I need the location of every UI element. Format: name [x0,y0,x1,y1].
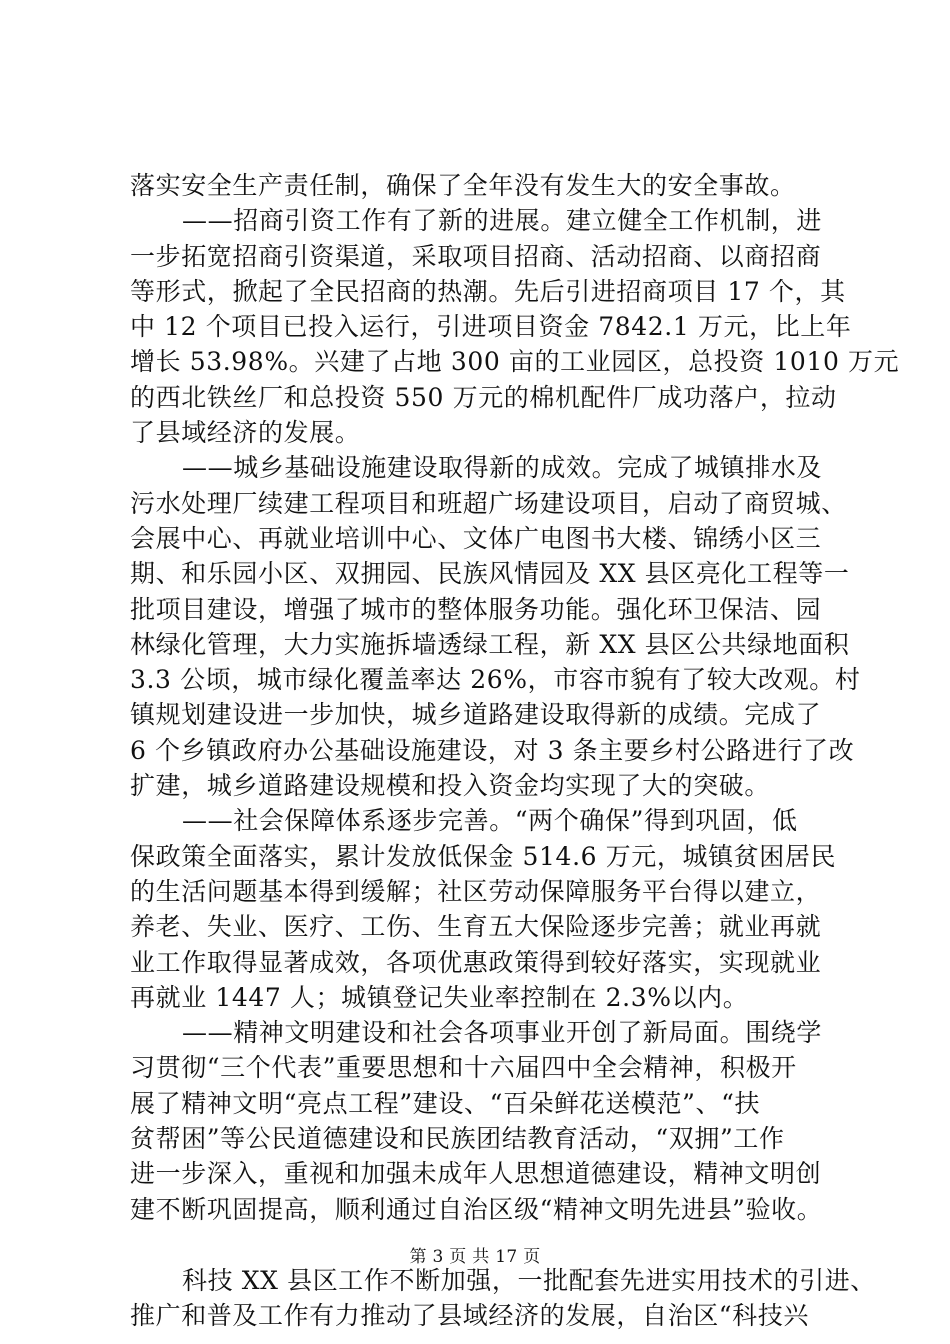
paragraph-first-line: ——城乡基础设施建设取得新的成效。完成了城镇排水及 [182,453,823,483]
text-line: 一步拓宽招商引资渠道，采取项目招商、活动招商、以商招商 [130,241,822,271]
text-line: 扩建，城乡道路建设规模和投入资金均实现了大的突破。 [130,771,771,801]
text-line: 3.3 公顷，城市绿化覆盖率达 26%，市容市貌有了较大改观。村 [130,665,861,695]
text-line: 建不断巩固提高，顺利通过自治区级“精神文明先进县”验收。 [130,1194,823,1224]
text-line: 镇规划建设进一步加快，城乡道路建设取得新的成绩。完成了 [130,700,822,730]
text-line: 习贯彻“三个代表”重要思想和十六届四中全会精神，积极开 [130,1053,797,1083]
paragraph-first-line: 科技 XX 县区工作不断加强，一批配套先进实用技术的引进、 [182,1265,876,1295]
text-line: 的西北铁丝厂和总投资 550 万元的棉机配件厂成功落户，拉动 [130,382,837,412]
text-line: 6 个乡镇政府办公基础设施建设，对 3 条主要乡村公路进行了改 [130,735,855,765]
paragraph-first-line: ——精神文明建设和社会各项事业开创了新局面。围绕学 [182,1018,823,1048]
text-line: 展了精神文明“亮点工程”建设、“百朵鲜花送模范”、“扶 [130,1088,761,1118]
paragraph-first-line: ——招商引资工作有了新的进展。建立健全工作机制，进 [182,206,823,236]
document-body [130,168,900,1334]
text-line: 中 12 个项目已投入运行，引进项目资金 7842.1 万元，比上年 [130,312,852,342]
text-line: 了县域经济的发展。 [130,418,361,448]
text-line: 的生活问题基本得到缓解；社区劳动保障服务平台得以建立， [130,876,822,906]
text-line: 养老、失业、医疗、工伤、生育五大保险逐步完善；就业再就 [130,912,822,942]
text-line: 贫帮困”等公民道德建设和民族团结教育活动，“双拥”工作 [130,1124,785,1154]
text-line: 推广和普及工作有力推动了县域经济的发展，自治区“科技兴 [130,1301,809,1331]
text-line: 业工作取得显著成效，各项优惠政策得到较好落实，实现就业 [130,947,822,977]
page-number-footer: 第 3 页 共 17 页 [409,1247,541,1267]
text-line: 再就业 1447 人；城镇登记失业率控制在 2.3%以内。 [130,982,749,1012]
text-line: 会展中心、再就业培训中心、文体广电图书大楼、锦绣小区三 [130,523,822,553]
paragraph-first-line: ——社会保障体系逐步完善。“两个确保”得到巩固，低 [182,806,798,836]
text-line: 保政策全面落实，累计发放低保金 514.6 万元，城镇贫困居民 [130,841,837,871]
text-line: 增长 53.98%。兴建了占地 300 亩的工业园区，总投资 1010 万元 [130,347,900,377]
text-line: 进一步深入，重视和加强未成年人思想道德建设，精神文明创 [130,1159,822,1189]
text-line: 等形式，掀起了全民招商的热潮。先后引进招商项目 17 个，其 [130,276,846,306]
text-line: 林绿化管理，大力实施拆墙透绿工程，新 XX 县区公共绿地面积 [130,629,850,659]
text-line: 批项目建设，增强了城市的整体服务功能。强化环卫保洁、园 [130,594,822,624]
text-line: 落实安全生产责任制，确保了全年没有发生大的安全事故。 [130,171,796,200]
text-line: 期、和乐园小区、双拥园、民族风情园及 XX 县区亮化工程等一 [130,559,850,589]
text-line: 污水处理厂续建工程项目和班超广场建设项目，启动了商贸城、 [130,488,847,518]
